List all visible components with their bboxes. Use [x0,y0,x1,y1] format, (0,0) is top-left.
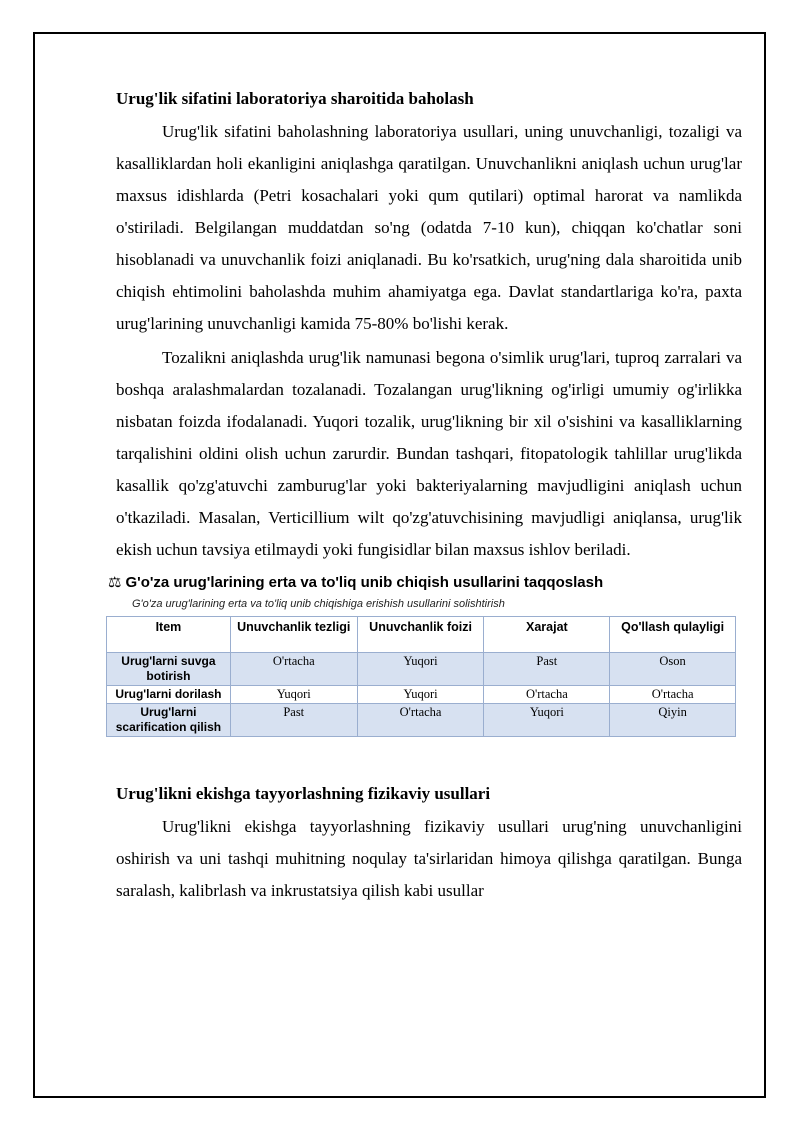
column-header-ease-of-use: Qo'llash qulayligi [610,617,736,653]
table-cell: Past [230,704,357,737]
table-header-row [107,617,736,653]
table-row [107,704,736,737]
paragraph-physical-methods: Urug'likni ekishga tayyorlashning fizikaviy usullari urug'ning unuvchanligini oshirish va uni tashqi muhitning noqulay ta'sirlaridan himoya qilishga qaratilgan. Bunga saralash, kalibrlash va inkrustatsiya qilish kabi usullar [116,817,742,900]
table-cell: Qiyin [610,704,736,737]
table-cell: O'rtacha [230,653,357,686]
table-cell: Yuqori [230,686,357,704]
table-row [107,653,736,686]
table-row [107,686,736,704]
table-cell: Yuqori [484,704,610,737]
table-title-text: G'o'za urug'larining erta va to'liq unib chiqish usullarini taqqoslash [125,574,604,591]
table-cell: Past [484,653,610,686]
section-heading-physical-methods: Urug'likni ekishga tayyorlashning fizikaviy usullari [116,784,491,803]
row-label: Urug'larni dorilash [107,686,231,704]
column-header-item: Item [107,617,231,653]
column-header-germination-percent: Unuvchanlik foizi [357,617,484,653]
table-cell: Yuqori [357,653,484,686]
row-label: Urug'larni scarification qilish [107,704,231,737]
table-cell: O'rtacha [484,686,610,704]
table-cell: O'rtacha [610,686,736,704]
spacer [116,737,742,779]
document-body [108,84,742,907]
column-header-germination-speed: Unuvchanlik tezligi [230,617,357,653]
paragraph-purity: Tozalikni aniqlashda urug'lik namunasi begona o'simlik urug'lari, tuproq zarralari va boshqa aralashmalardan tozalanadi. Tozalangan urug'likning og'irligi umumiy og'irlikka nisbatan foizda ifodalanadi. Yuqori tozalik, urug'likning bir xil o'sishini va kasalliklarning tarqalishini oldini olish uchun zarurdir. Bundan tashqari, fitopatologik tahlillar urug'likda kasallik qo'zg'atuvchi zamburug'lar yoki bakteriyalarning mavjudligini aniqlash uchun o'tkaziladi. Masalan, Verticillium wilt qo'zg'atuvchisining mavjudligi aniqlansa, urug'lik ekish uchun tavsiya etilmaydi yoki fungisidlar bilan maxsus ishlov beriladi. [116,348,742,559]
paragraph-germination: Urug'lik sifatini baholashning laboratoriya usullari, uning unuvchanligi, tozaligi va kasalliklardan holi ekanligini aniqlashga qaratilgan. Unuvchanlikni aniqlash uchun urug'lar maxsus idishlarda (Petri kosachalari yoki qum qutilari) optimal harorat va namlikda o'stiriladi. Belgilangan muddatdan so'ng (odatda 7-10 kun), chiqqan ko'chatlar soni hisoblanadi va unuvchanlik foizi aniqlanadi. Bu ko'rsatkich, urug'ning dala sharoitida unib chiqish ehtimolini baholashda muhim ahamiyatga ega. Davlat standartlariga ko'ra, paxta urug'larining unuvchanligi kamida 75-80% bo'lishi kerak. [116,122,742,333]
table-cell: O'rtacha [357,704,484,737]
comparison-table [106,616,736,737]
table-title [108,572,742,594]
row-label: Urug'larni suvga botirish [107,653,231,686]
table-cell: Yuqori [357,686,484,704]
section-heading-lab-evaluation: Urug'lik sifatini laboratoriya sharoitida baholash [116,89,474,108]
table-caption: G'o'za urug'larining erta va to'liq unib chiqishiga erishish usullarini solishtirish [132,598,505,610]
table-cell: Oson [610,653,736,686]
column-header-cost: Xarajat [484,617,610,653]
balance-scale-icon: ⚖ [108,574,122,591]
